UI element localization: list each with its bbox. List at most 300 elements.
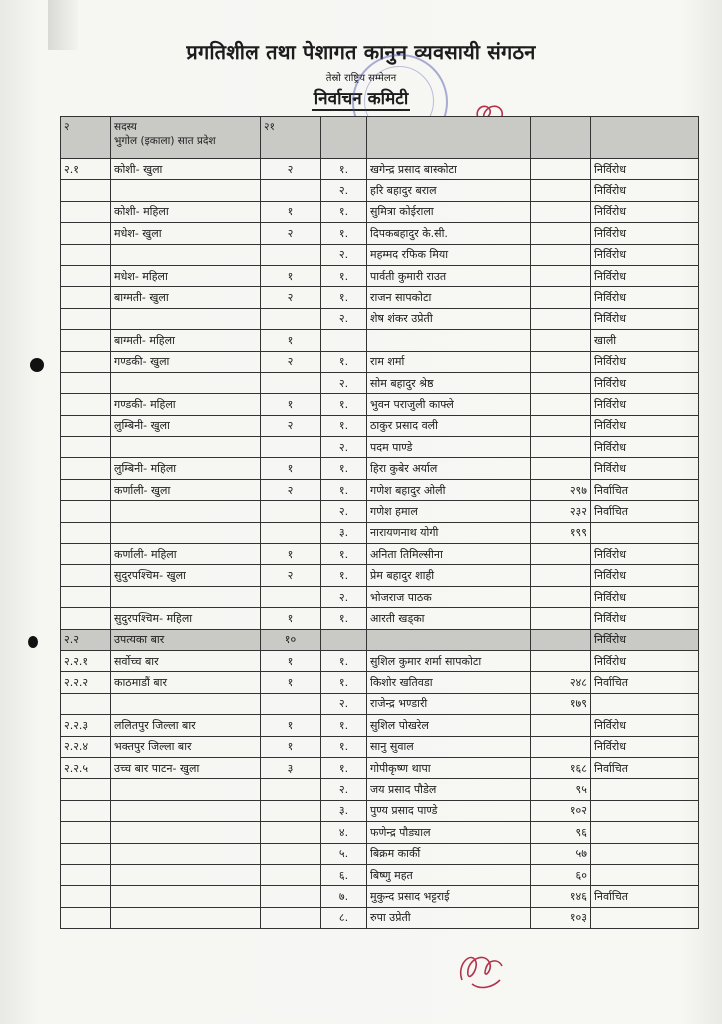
table-row <box>61 672 699 693</box>
row-name: आरती खड्का <box>367 608 531 629</box>
row-seats: २ <box>261 351 321 372</box>
row-code <box>61 458 111 479</box>
row-name: भोजराज पाठक <box>367 586 531 607</box>
row-status: निर्विरोध <box>591 372 699 393</box>
row-status: निर्विरोध <box>591 308 699 329</box>
row-name: बिक्रम कार्की <box>367 843 531 864</box>
row-serial: ३. <box>321 522 367 543</box>
row-status: निर्विरोध <box>591 629 699 650</box>
row-code: २.२.२ <box>61 672 111 693</box>
row-votes: १६८ <box>531 757 591 778</box>
table-row <box>61 437 699 458</box>
row-seats: २ <box>261 479 321 500</box>
row-status: निर्विरोध <box>591 736 699 757</box>
table-row <box>61 265 699 286</box>
row-seats: १ <box>261 201 321 222</box>
row-votes <box>531 544 591 565</box>
row-code: २.१ <box>61 159 111 180</box>
row-code <box>61 330 111 351</box>
row-status: निर्वाचित <box>591 672 699 693</box>
row-unit <box>111 522 261 543</box>
row-serial <box>321 629 367 650</box>
row-unit: उपत्यका बार <box>111 629 261 650</box>
row-unit <box>111 586 261 607</box>
row-code: २.२ <box>61 629 111 650</box>
table-row <box>61 736 699 757</box>
table-row <box>61 458 699 479</box>
row-votes: १४६ <box>531 886 591 907</box>
row-name: नारायणनाथ योगी <box>367 522 531 543</box>
row-unit <box>111 907 261 928</box>
table-row <box>61 907 699 928</box>
row-serial: १. <box>321 608 367 629</box>
row-unit: गण्डकी- महिला <box>111 394 261 415</box>
row-serial: १. <box>321 736 367 757</box>
row-code <box>61 565 111 586</box>
row-status: निर्विरोध <box>591 437 699 458</box>
row-status: निर्वाचित <box>591 886 699 907</box>
table-row <box>61 415 699 436</box>
table-row <box>61 330 699 351</box>
table-row <box>61 180 699 201</box>
row-seats: २ <box>261 565 321 586</box>
row-seats: १ <box>261 608 321 629</box>
row-code <box>61 544 111 565</box>
row-seats <box>261 800 321 821</box>
row-seats <box>261 180 321 201</box>
row-serial: २. <box>321 372 367 393</box>
row-seats <box>261 244 321 265</box>
row-code <box>61 201 111 222</box>
table-row <box>61 351 699 372</box>
row-name: सोम बहादुर श्रेष्ठ <box>367 372 531 393</box>
row-status: निर्विरोध <box>591 650 699 671</box>
conference-subtitle: तेस्रो राष्ट्रिय सम्मेलन <box>325 73 397 84</box>
row-serial: २. <box>321 693 367 714</box>
row-status <box>591 693 699 714</box>
row-name: महम्मद रफिक मिया <box>367 244 531 265</box>
row-serial: १. <box>321 351 367 372</box>
table-row <box>61 650 699 671</box>
row-name: सुमित्रा कोईराला <box>367 201 531 222</box>
row-votes <box>531 351 591 372</box>
row-votes <box>531 715 591 736</box>
row-status <box>591 522 699 543</box>
table-row <box>61 629 699 650</box>
table-row <box>61 287 699 308</box>
election-committee-table <box>60 116 699 929</box>
row-seats <box>261 864 321 885</box>
row-serial: ८. <box>321 907 367 928</box>
row-unit: सर्वोच्च बार <box>111 650 261 671</box>
row-name: प्रेम बहादुर शाही <box>367 565 531 586</box>
row-unit: मधेश- खुला <box>111 223 261 244</box>
row-status: निर्विरोध <box>591 394 699 415</box>
row-name <box>367 629 531 650</box>
row-votes <box>531 565 591 586</box>
row-votes <box>531 415 591 436</box>
row-unit <box>111 244 261 265</box>
table-row <box>61 886 699 907</box>
row-status <box>591 822 699 843</box>
row-status: निर्विरोध <box>591 586 699 607</box>
row-serial: १. <box>321 650 367 671</box>
row-votes: १७९ <box>531 693 591 714</box>
row-name: सुशिल कुमार शर्मा सापकोटा <box>367 650 531 671</box>
row-unit: गण्डकी- खुला <box>111 351 261 372</box>
row-status <box>591 864 699 885</box>
row-status: निर्विरोध <box>591 415 699 436</box>
row-code <box>61 822 111 843</box>
row-code <box>61 287 111 308</box>
table-row <box>61 565 699 586</box>
row-unit: मधेश- महिला <box>111 265 261 286</box>
row-seats: १ <box>261 650 321 671</box>
row-seats: २ <box>261 287 321 308</box>
row-unit: कोशी- खुला <box>111 159 261 180</box>
row-code <box>61 586 111 607</box>
row-status <box>591 779 699 800</box>
row-votes: १०२ <box>531 800 591 821</box>
row-status: निर्विरोध <box>591 265 699 286</box>
row-code <box>61 180 111 201</box>
row-votes: ५७ <box>531 843 591 864</box>
row-votes <box>531 458 591 479</box>
row-seats <box>261 586 321 607</box>
row-seats <box>261 501 321 522</box>
table-row <box>61 479 699 500</box>
row-seats: १ <box>261 330 321 351</box>
row-serial: २. <box>321 180 367 201</box>
header-unit <box>111 117 261 159</box>
row-unit: सुदुरपश्चिम- खुला <box>111 565 261 586</box>
row-code <box>61 907 111 928</box>
row-serial: २. <box>321 308 367 329</box>
table-row <box>61 501 699 522</box>
table-row <box>61 544 699 565</box>
table-row <box>61 715 699 736</box>
row-seats <box>261 779 321 800</box>
row-votes <box>531 372 591 393</box>
row-serial: १. <box>321 458 367 479</box>
punch-hole <box>30 358 44 372</box>
table-row <box>61 159 699 180</box>
row-serial: ६. <box>321 864 367 885</box>
row-name: किशोर खतिवडा <box>367 672 531 693</box>
row-name: राजेन्द्र भण्डारी <box>367 693 531 714</box>
row-seats <box>261 308 321 329</box>
row-code <box>61 265 111 286</box>
table-row <box>61 586 699 607</box>
row-serial: १. <box>321 415 367 436</box>
row-code <box>61 864 111 885</box>
header-votes <box>531 117 591 159</box>
row-name: सुशिल पोखरेल <box>367 715 531 736</box>
row-serial: १. <box>321 394 367 415</box>
row-unit: लुम्बिनी- खुला <box>111 415 261 436</box>
row-unit: बाग्मती- महिला <box>111 330 261 351</box>
table-row <box>61 223 699 244</box>
row-status: निर्विरोध <box>591 351 699 372</box>
table-row <box>61 757 699 778</box>
row-status: निर्विरोध <box>591 244 699 265</box>
row-votes <box>531 629 591 650</box>
organization-title: प्रगतिशील तथा पेशागत कानुन व्यवसायी संगठन <box>186 40 536 64</box>
row-votes <box>531 244 591 265</box>
row-name: दिपकबहादुर के.सी. <box>367 223 531 244</box>
row-votes: १०३ <box>531 907 591 928</box>
row-name: मुकुन्द प्रसाद भट्टराई <box>367 886 531 907</box>
row-code: २.२.५ <box>61 757 111 778</box>
row-seats: १० <box>261 629 321 650</box>
row-name: सानु सुवाल <box>367 736 531 757</box>
row-serial: १. <box>321 565 367 586</box>
row-code: २.२.१ <box>61 650 111 671</box>
row-unit <box>111 843 261 864</box>
row-code <box>61 394 111 415</box>
row-serial: २. <box>321 437 367 458</box>
row-seats: २ <box>261 415 321 436</box>
row-serial: ४. <box>321 822 367 843</box>
row-seats: २ <box>261 159 321 180</box>
row-serial: ७. <box>321 886 367 907</box>
row-votes: १९९ <box>531 522 591 543</box>
row-code <box>61 437 111 458</box>
row-name: रुपा उप्रेती <box>367 907 531 928</box>
row-serial: २. <box>321 244 367 265</box>
row-name: अनिता तिमिल्सीना <box>367 544 531 565</box>
row-unit <box>111 779 261 800</box>
row-code: २.२.३ <box>61 715 111 736</box>
row-serial <box>321 330 367 351</box>
row-votes <box>531 608 591 629</box>
header-seats: २१ <box>261 117 321 159</box>
row-status <box>591 907 699 928</box>
row-seats <box>261 437 321 458</box>
row-votes <box>531 650 591 671</box>
table-row <box>61 244 699 265</box>
table-row <box>61 822 699 843</box>
row-unit: उच्च बार पाटन- खुला <box>111 757 261 778</box>
row-unit: बाग्मती- खुला <box>111 287 261 308</box>
table-row <box>61 372 699 393</box>
row-code <box>61 779 111 800</box>
row-serial: ३. <box>321 800 367 821</box>
row-code <box>61 800 111 821</box>
row-name: पदम पाण्डे <box>367 437 531 458</box>
row-serial: १. <box>321 544 367 565</box>
committee-heading-text: निर्वाचन कमिटी <box>313 89 409 109</box>
row-status: निर्विरोध <box>591 287 699 308</box>
row-code <box>61 693 111 714</box>
row-code: २.२.४ <box>61 736 111 757</box>
row-seats <box>261 822 321 843</box>
row-name: गोपीकृष्ण थापा <box>367 757 531 778</box>
row-seats <box>261 907 321 928</box>
row-seats: १ <box>261 458 321 479</box>
row-status: निर्विरोध <box>591 180 699 201</box>
row-serial: १. <box>321 159 367 180</box>
row-name: गणेश हमाल <box>367 501 531 522</box>
row-name: बिष्णु महत <box>367 864 531 885</box>
row-name: हरि बहादुर बराल <box>367 180 531 201</box>
row-serial: २. <box>321 586 367 607</box>
row-seats <box>261 522 321 543</box>
row-votes <box>531 180 591 201</box>
row-status <box>591 800 699 821</box>
table-row <box>61 800 699 821</box>
row-seats: १ <box>261 265 321 286</box>
row-code <box>61 522 111 543</box>
row-code <box>61 843 111 864</box>
row-unit: कर्णाली- महिला <box>111 544 261 565</box>
row-serial: ५. <box>321 843 367 864</box>
table-row <box>61 779 699 800</box>
row-serial: १. <box>321 265 367 286</box>
row-unit: लुम्बिनी- महिला <box>111 458 261 479</box>
row-code <box>61 415 111 436</box>
row-serial: १. <box>321 757 367 778</box>
header-code: २ <box>61 117 111 159</box>
row-serial: १. <box>321 672 367 693</box>
row-serial: १. <box>321 287 367 308</box>
table-row <box>61 308 699 329</box>
row-name: ठाकुर प्रसाद वली <box>367 415 531 436</box>
row-unit: सुदुरपश्चिम- महिला <box>111 608 261 629</box>
row-votes <box>531 394 591 415</box>
row-unit: कर्णाली- खुला <box>111 479 261 500</box>
row-seats <box>261 886 321 907</box>
row-unit: भक्तपुर जिल्ला बार <box>111 736 261 757</box>
row-name: राजन सापकोटा <box>367 287 531 308</box>
row-name <box>367 330 531 351</box>
row-serial: १. <box>321 223 367 244</box>
row-votes: ९६ <box>531 822 591 843</box>
row-serial: १. <box>321 715 367 736</box>
row-votes <box>531 223 591 244</box>
punch-hole <box>28 636 38 648</box>
row-status: खाली <box>591 330 699 351</box>
row-serial: १. <box>321 201 367 222</box>
row-code <box>61 479 111 500</box>
row-name: पुण्य प्रसाद पाण्डे <box>367 800 531 821</box>
row-unit <box>111 800 261 821</box>
row-code <box>61 223 111 244</box>
row-votes <box>531 736 591 757</box>
row-status: निर्विरोध <box>591 458 699 479</box>
row-seats: १ <box>261 544 321 565</box>
row-unit <box>111 886 261 907</box>
header-serial <box>321 117 367 159</box>
row-name: शेष शंकर उप्रेती <box>367 308 531 329</box>
table-row <box>61 864 699 885</box>
row-votes <box>531 265 591 286</box>
row-seats: ३ <box>261 757 321 778</box>
row-seats <box>261 843 321 864</box>
row-code <box>61 372 111 393</box>
row-unit <box>111 864 261 885</box>
row-serial: १. <box>321 479 367 500</box>
row-serial: २. <box>321 779 367 800</box>
row-name: फणेन्द्र पौड्याल <box>367 822 531 843</box>
row-votes: २३२ <box>531 501 591 522</box>
row-unit <box>111 693 261 714</box>
row-name: जय प्रसाद पौडेल <box>367 779 531 800</box>
row-name: राम शर्मा <box>367 351 531 372</box>
row-votes: २४८ <box>531 672 591 693</box>
row-unit: कोशी- महिला <box>111 201 261 222</box>
row-name: गणेश बहादुर ओली <box>367 479 531 500</box>
row-seats: १ <box>261 715 321 736</box>
row-votes: ६० <box>531 864 591 885</box>
row-status <box>591 843 699 864</box>
row-votes <box>531 287 591 308</box>
row-code <box>61 244 111 265</box>
row-name: भुवन पराजुली काफ्ले <box>367 394 531 415</box>
row-code <box>61 501 111 522</box>
row-status: निर्विरोध <box>591 608 699 629</box>
row-seats: १ <box>261 736 321 757</box>
row-status: निर्विरोध <box>591 544 699 565</box>
row-votes <box>531 159 591 180</box>
row-votes <box>531 437 591 458</box>
row-code <box>61 886 111 907</box>
table-row <box>61 522 699 543</box>
row-name: हिरा कुबेर अर्याल <box>367 458 531 479</box>
row-unit: ललितपुर जिल्ला बार <box>111 715 261 736</box>
row-seats: २ <box>261 223 321 244</box>
row-votes: ९५ <box>531 779 591 800</box>
row-votes <box>531 586 591 607</box>
header-name <box>367 117 531 159</box>
row-seats: १ <box>261 394 321 415</box>
row-votes <box>531 201 591 222</box>
row-seats: १ <box>261 672 321 693</box>
header-unit-line2: भुगोल (इकाला) सात प्रदेश <box>114 135 216 147</box>
table-header-row <box>61 117 699 159</box>
row-unit <box>111 308 261 329</box>
row-status: निर्विरोध <box>591 223 699 244</box>
row-votes <box>531 330 591 351</box>
row-status: निर्विरोध <box>591 565 699 586</box>
table-row <box>61 843 699 864</box>
row-serial: २. <box>321 501 367 522</box>
row-code <box>61 308 111 329</box>
row-name: खगेन्द्र प्रसाद बास्कोटा <box>367 159 531 180</box>
row-seats <box>261 372 321 393</box>
row-code <box>61 351 111 372</box>
table-row <box>61 608 699 629</box>
row-status: निर्विरोध <box>591 201 699 222</box>
row-unit <box>111 372 261 393</box>
row-unit: काठमाडौं बार <box>111 672 261 693</box>
row-status: निर्वाचित <box>591 757 699 778</box>
row-status: निर्विरोध <box>591 159 699 180</box>
header-unit-line1: सदस्य <box>114 121 137 133</box>
row-unit <box>111 437 261 458</box>
row-unit <box>111 180 261 201</box>
table-row <box>61 693 699 714</box>
row-status: निर्विरोध <box>591 715 699 736</box>
row-name: पार्वती कुमारी राउत <box>367 265 531 286</box>
table-row <box>61 394 699 415</box>
row-votes <box>531 308 591 329</box>
header-status <box>591 117 699 159</box>
row-seats <box>261 693 321 714</box>
row-status: निर्वाचित <box>591 501 699 522</box>
row-unit <box>111 822 261 843</box>
row-status: निर्वाचित <box>591 479 699 500</box>
